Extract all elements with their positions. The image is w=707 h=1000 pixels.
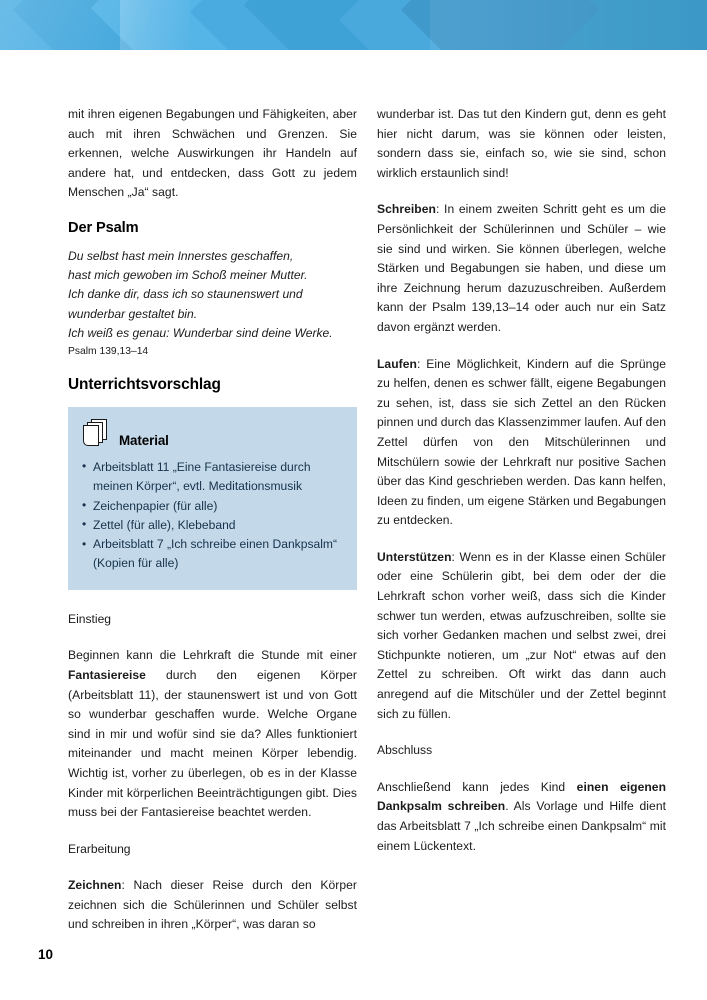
laufen-bold-term: Laufen — [377, 356, 417, 371]
unterstuetzen-bold-term: Unterstützen — [377, 549, 452, 564]
material-title: Material — [119, 432, 169, 448]
psalm-line: wunderbar gestaltet bin. — [68, 306, 198, 321]
abschluss-text-lead: Anschließend kann jedes Kind — [377, 779, 577, 794]
einstieg-text-rest: durch den eigenen Körper (Arbeitsblatt 11), der staunenswert ist und von Gott so wunderbar geschaffen wurde. Welche Organe sind in mir und wofür sind sie da? Alles funktioniert miteinander und macht meinen Körper lebendig. Wichtig ist, vorher zu überlegen, ob es in der Klasse Kinder mit körperlichen Beeinträchtigungen gibt. Dies muss bei der Fantasiereise beachtet werden. — [68, 667, 357, 820]
einstieg-paragraph — [68, 646, 357, 822]
banner-highlight-2 — [120, 0, 190, 50]
material-list — [82, 458, 343, 574]
material-header — [82, 419, 343, 451]
abschluss-text-rest: . Als Vorlage und Hilfe dient das Arbeitsblatt 7 „Ich schreibe einen Dankpsalm“ mit einem Lückentext. — [377, 799, 666, 853]
intro-paragraph: mit ihren eigenen Begabungen und Fähigkeiten, aber auch mit ihren Schwächen und Grenzen. Sie erkennen, welche Auswirkungen ihr Handeln auf andere hat, und entdecken, dass Gott zu jedem Menschen „Ja“ sagt. — [68, 107, 357, 200]
psalm-line: hast mich gewoben im Schoß meiner Mutter. — [68, 268, 308, 283]
psalm-reference: Psalm 139,13–14 — [68, 345, 149, 357]
abschluss-bold-term: einen eigenen Dankpsalm schreiben — [377, 779, 667, 814]
einstieg-bold-term: Fantasiereise — [68, 667, 146, 682]
material-list-item: • Zettel (für alle), Klebeband — [82, 516, 343, 535]
einstieg-label: Einstieg — [68, 611, 112, 626]
erarbeitung-label: Erarbeitung — [68, 841, 131, 856]
schreiben-paragraph — [377, 200, 666, 337]
psalm-line: Du selbst hast mein Innerstes geschaffen, — [68, 248, 294, 263]
paper-sheet-front — [83, 425, 99, 446]
left-column — [68, 105, 357, 935]
psalm-heading: Der Psalm — [68, 219, 139, 236]
stacked-paper-icon — [82, 419, 112, 451]
schreiben-bold-term: Schreiben — [377, 202, 436, 217]
psalm-line: Ich danke dir, dass ich so staunenswert und — [68, 287, 303, 302]
abschluss-label: Abschluss — [377, 743, 433, 758]
page-number: 10 — [38, 947, 54, 962]
einstieg-text-lead: Beginnen kann die Lehrkraft die Stunde mit einer — [68, 648, 357, 663]
zeichnen-paragraph — [68, 876, 357, 935]
psalm-verse — [68, 247, 357, 343]
unterstuetzen-paragraph — [377, 548, 666, 724]
laufen-paragraph — [377, 355, 666, 531]
zeichnen-bold-term: Zeichnen — [68, 878, 122, 893]
page-content — [0, 50, 707, 1000]
continuation-paragraph: wunderbar ist. Das tut den Kindern gut, denn es geht hier nicht darum, was sie können oder leisten, sondern dass sie, einfach so, wie sie sind, schon wirklich erstaunlich sind! — [377, 107, 666, 180]
material-list-item: • Zeichenpapier (für alle) — [82, 497, 343, 516]
header-banner — [0, 0, 707, 50]
abschluss-paragraph — [377, 778, 666, 856]
material-list-item: • Arbeitsblatt 7 „Ich schreibe einen Dankpsalm“ (Kopien für alle) — [82, 535, 343, 574]
zeichnen-text: : Nach dieser Reise durch den Körper zeichnen sich die Schülerinnen und Schüler selbst und schreiben in ihren „Körper“, was daran so — [68, 878, 357, 932]
right-column — [377, 105, 666, 856]
laufen-text: : Eine Möglichkeit, Kindern auf die Sprünge zu helfen, denen es schwer fällt, eigene Begabungen zu sehen, ist, dass sie sich Zettel an den Rücken pinnen und durch das Klassenzimmer laufen. Auf den Zettel dürfen von den Mitschülerinnen und Mitschülern sowie der Lehrkraft nur positive Sachen über das Kind geschrieben werden. Das kann helfen, Ideen zu finden, um eigene Stärken und Begabungen zu entdecken. — [377, 356, 666, 528]
material-list-item: • Arbeitsblatt 11 „Eine Fantasiereise durch meinen Körper“, evtl. Meditationsmusik — [82, 458, 343, 497]
banner-highlight-right — [430, 0, 707, 50]
material-box — [68, 407, 357, 590]
psalm-line: Ich weiß es genau: Wunderbar sind deine Werke. — [68, 325, 333, 340]
schreiben-text: : In einem zweiten Schritt geht es um die Persönlichkeit der Schülerinnen und Schüler – wie sie sind und wirken. Sie können überlegen, welche Stärken und Begabungen sie haben, und diese um ihre Zeichnung herum dazuzuschreiben. Außerdem kann der Psalm 139,13–14 oder auch nur ein Satz davon ergänzt werden. — [377, 202, 666, 334]
lesson-proposal-heading: Unterrichtsvorschlag — [68, 375, 221, 393]
unterstuetzen-text: : Wenn es in der Klasse einen Schüler oder eine Schülerin gibt, bei dem oder der die Lehrkraft schon vorher weiß, dass sich die Kinder schwer tun werden, etwas aufzuschreiben, sollte sie sich vorher Gedanken machen und selbst zwei, drei Stichpunkte notieren, um „zur Not“ etwas auf den Zettel zu schreiben. Oft wirkt das dann auch anregend auf die Mitschüler und der Zettel beginnt sich zu füllen. — [377, 549, 666, 721]
